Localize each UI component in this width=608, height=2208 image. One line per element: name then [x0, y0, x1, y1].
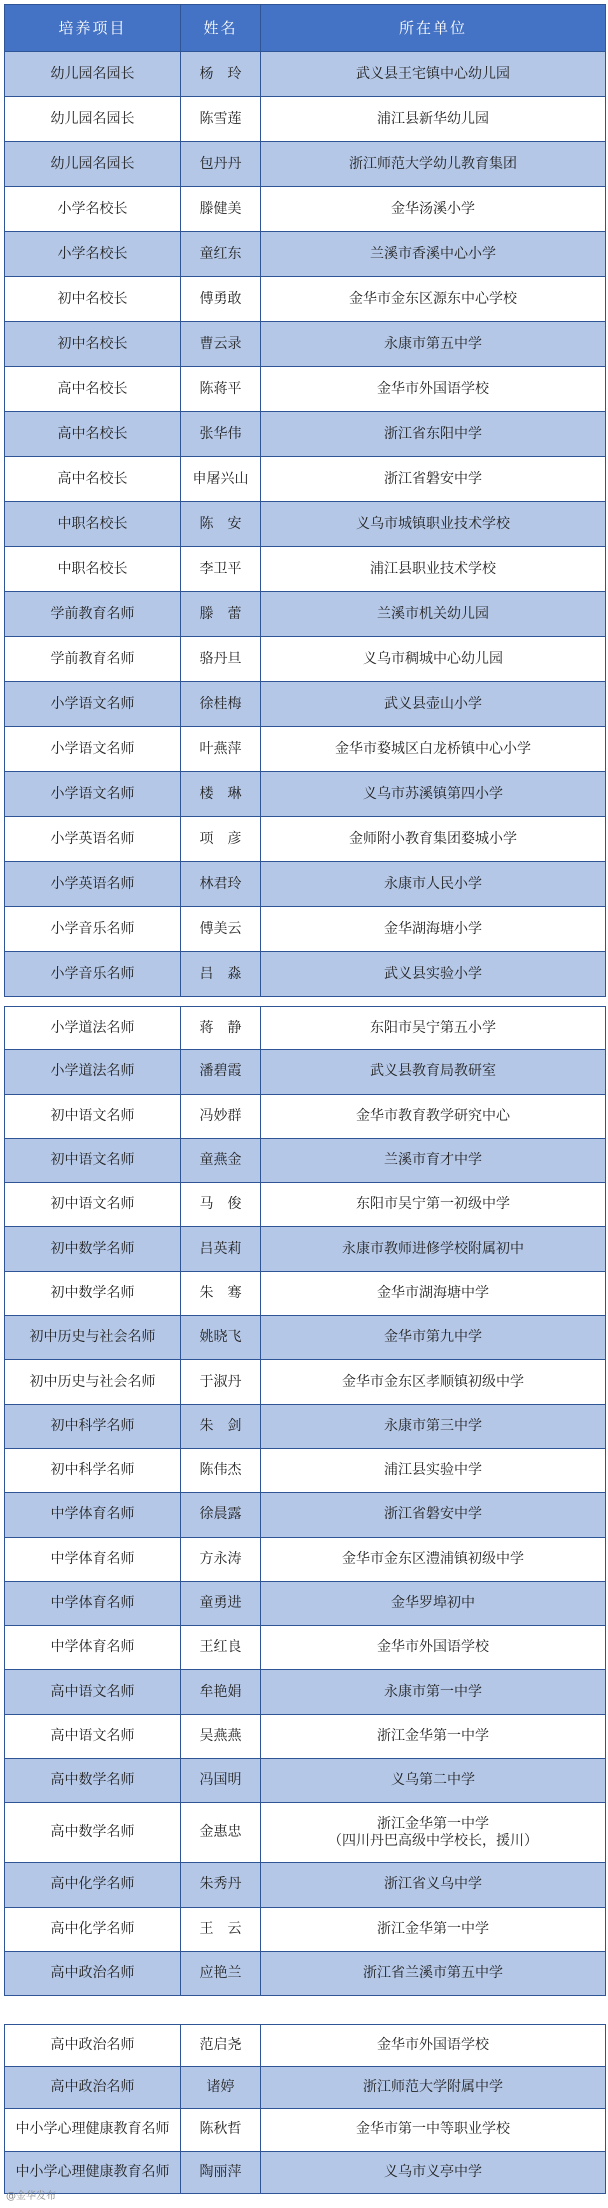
cell-project: 高中数学名师 [5, 1803, 181, 1862]
cell-name: 朱 骞 [181, 1272, 261, 1315]
cell-name: 曹云录 [181, 322, 261, 366]
cell-unit: 金华市教育教学研究中心 [356, 1107, 510, 1124]
cell-project: 小学音乐名师 [5, 907, 181, 951]
table-row [5, 367, 605, 412]
cell-project: 高中语文名师 [5, 1715, 181, 1758]
table-row [5, 1405, 605, 1449]
cell-name: 王 云 [181, 1908, 261, 1951]
cell-project: 高中名校长 [5, 457, 181, 501]
cell-name: 陈 安 [181, 502, 261, 546]
table-3 [4, 2024, 606, 2194]
cell-name: 朱 剑 [181, 1405, 261, 1448]
cell-project: 中学体育名师 [5, 1538, 181, 1581]
cell-project: 高中名校长 [5, 412, 181, 456]
cell-name: 叶燕萍 [181, 727, 261, 771]
cell-unit: 金师附小教育集团婺城小学 [349, 830, 517, 847]
table-row [5, 727, 605, 772]
cell-project: 初中科学名师 [5, 1449, 181, 1492]
cell-name: 杨 玲 [181, 52, 261, 96]
cell-project: 中职名校长 [5, 502, 181, 546]
cell-unit: 金华湖海塘小学 [384, 920, 482, 937]
cell-name: 潘碧霞 [181, 1050, 261, 1093]
cell-name: 应艳兰 [181, 1952, 261, 1995]
cell-unit: 浙江省磐安中学 [384, 470, 482, 487]
cell-project: 高中数学名师 [5, 1759, 181, 1802]
table-row [5, 2024, 605, 2067]
cell-name: 徐晨露 [181, 1493, 261, 1536]
cell-project: 高中政治名师 [5, 2067, 181, 2109]
cell-project: 初中数学名师 [5, 1272, 181, 1315]
cell-project: 高中名校长 [5, 367, 181, 411]
cell-unit: 浦江县新华幼儿园 [377, 110, 489, 127]
cell-name: 陈蒋平 [181, 367, 261, 411]
table-row [5, 52, 605, 97]
cell-unit: 东阳市吴宁第五小学 [370, 1019, 496, 1036]
table-1 [4, 4, 606, 997]
cell-unit: 义乌市稠城中心幼儿园 [363, 650, 503, 667]
cell-unit: 义乌市苏溪镇第四小学 [363, 785, 503, 802]
cell-unit: 金华市金东区源东中心学校 [349, 290, 517, 307]
table-row [5, 502, 605, 547]
cell-unit: 浙江金华第一中学 [377, 1727, 489, 1744]
watermark-text: @金华发布 [6, 2191, 56, 2202]
cell-name: 申屠兴山 [181, 457, 261, 501]
cell-name: 陈伟杰 [181, 1449, 261, 1492]
table-row [5, 1050, 605, 1094]
table-row [5, 1139, 605, 1183]
cell-name: 童勇进 [181, 1582, 261, 1625]
cell-name: 冯妙群 [181, 1095, 261, 1138]
cell-name: 方永涛 [181, 1538, 261, 1581]
table-row [5, 457, 605, 502]
table-row [5, 1360, 605, 1404]
cell-name: 王红良 [181, 1626, 261, 1669]
cell-name: 金惠忠 [181, 1803, 261, 1862]
table-row [5, 1908, 605, 1952]
cell-project: 初中名校长 [5, 322, 181, 366]
table-row [5, 1582, 605, 1626]
cell-project: 高中化学名师 [5, 1908, 181, 1951]
table-row [5, 907, 605, 952]
cell-unit: 金华市外国语学校 [377, 1639, 489, 1656]
cell-unit: 东阳市吴宁第一初级中学 [356, 1196, 510, 1213]
cell-project: 小学英语名师 [5, 817, 181, 861]
cell-name: 傅美云 [181, 907, 261, 951]
cell-unit: 兰溪市机关幼儿园 [377, 605, 489, 622]
cell-project: 中小学心理健康教育名师 [5, 2109, 181, 2151]
cell-name: 童红东 [181, 232, 261, 276]
header-project: 培养项目 [5, 5, 181, 51]
cell-name: 马 俊 [181, 1183, 261, 1226]
table-row [5, 1759, 605, 1803]
table-2 [4, 1006, 606, 1996]
cell-name: 张华伟 [181, 412, 261, 456]
cell-name: 项 彦 [181, 817, 261, 861]
cell-unit: 浦江县职业技术学校 [370, 560, 496, 577]
cell-project: 初中语文名师 [5, 1183, 181, 1226]
cell-project: 中学体育名师 [5, 1582, 181, 1625]
cell-project: 初中历史与社会名师 [5, 1360, 181, 1403]
cell-project: 小学道法名师 [5, 1050, 181, 1093]
cell-name: 冯国明 [181, 1759, 261, 1802]
cell-name: 范启尧 [181, 2025, 261, 2066]
cell-project: 初中语文名师 [5, 1095, 181, 1138]
cell-unit: 浙江省义乌中学 [384, 1876, 482, 1893]
cell-project: 幼儿园名园长 [5, 52, 181, 96]
table-row [5, 952, 605, 997]
cell-unit: 金华市外国语学校 [377, 380, 489, 397]
cell-name: 吴燕燕 [181, 1715, 261, 1758]
cell-name: 傅勇敢 [181, 277, 261, 321]
cell-unit: 金华市婺城区白龙桥镇中心小学 [335, 740, 531, 757]
cell-unit: 金华市金东区澧浦镇初级中学 [342, 1550, 524, 1567]
cell-project: 小学语文名师 [5, 727, 181, 771]
table-header [5, 4, 605, 52]
cell-unit: 浙江金华第一中学 [377, 1920, 489, 1937]
cell-unit: 武义县教育局教研室 [370, 1063, 496, 1080]
cell-name: 包丹丹 [181, 142, 261, 186]
table-row [5, 1316, 605, 1360]
table-row [5, 97, 605, 142]
cell-name: 诸婷 [181, 2067, 261, 2109]
cell-unit: 武义县王宅镇中心幼儿园 [356, 65, 510, 82]
table-row [5, 322, 605, 367]
cell-unit: 武义县壶山小学 [384, 695, 482, 712]
cell-name: 朱秀丹 [181, 1863, 261, 1906]
header-unit: 所在单位 [398, 18, 467, 37]
table-row [5, 1863, 605, 1907]
header-name: 姓名 [181, 5, 261, 51]
cell-name: 姚晓飞 [181, 1316, 261, 1359]
cell-project: 小学名校长 [5, 232, 181, 276]
cell-name: 陶丽萍 [181, 2152, 261, 2194]
cell-name: 林君玲 [181, 862, 261, 906]
table-row [5, 2109, 605, 2152]
table-row [5, 1670, 605, 1714]
cell-project: 小学语文名师 [5, 682, 181, 726]
table-row [5, 592, 605, 637]
cell-unit: 兰溪市育才中学 [384, 1152, 482, 1169]
table-row [5, 637, 605, 682]
table-row [5, 1227, 605, 1271]
table-row [5, 1952, 605, 1996]
cell-project: 中小学心理健康教育名师 [5, 2152, 181, 2194]
cell-unit: 金华市湖海塘中学 [377, 1284, 489, 1301]
cell-project: 高中政治名师 [5, 2025, 181, 2066]
table-row [5, 1183, 605, 1227]
cell-name: 李卫平 [181, 547, 261, 591]
cell-unit: 永康市第五中学 [384, 335, 482, 352]
cell-project: 初中历史与社会名师 [5, 1316, 181, 1359]
cell-unit: 金华市第一中等职业学校 [356, 2121, 510, 2138]
cell-project: 小学英语名师 [5, 862, 181, 906]
table-row [5, 1006, 605, 1050]
cell-unit: 义乌第二中学 [391, 1772, 475, 1789]
table-row [5, 142, 605, 187]
cell-name: 陈雪莲 [181, 97, 261, 141]
cell-unit: 金华市金东区孝顺镇初级中学 [342, 1373, 524, 1390]
cell-project: 小学语文名师 [5, 772, 181, 816]
table-row [5, 682, 605, 727]
cell-unit: 浙江省兰溪市第五中学 [363, 1965, 503, 1982]
table-row [5, 2067, 605, 2110]
cell-name: 陈秋哲 [181, 2109, 261, 2151]
table-row [5, 1095, 605, 1139]
cell-unit: 永康市第三中学 [384, 1417, 482, 1434]
cell-unit: 浙江省磐安中学 [384, 1506, 482, 1523]
table-row [5, 412, 605, 457]
table-row [5, 2152, 605, 2195]
table-row [5, 1272, 605, 1316]
cell-name: 吕 淼 [181, 952, 261, 996]
table-row [5, 1449, 605, 1493]
cell-name: 楼 琳 [181, 772, 261, 816]
cell-unit: 浙江省东阳中学 [384, 425, 482, 442]
cell-project: 初中科学名师 [5, 1405, 181, 1448]
cell-name: 蒋 静 [181, 1007, 261, 1049]
table-row [5, 1538, 605, 1582]
cell-name: 于淑丹 [181, 1360, 261, 1403]
cell-name: 童燕金 [181, 1139, 261, 1182]
cell-project: 幼儿园名园长 [5, 97, 181, 141]
table-row [5, 187, 605, 232]
cell-unit: 金华市第九中学 [384, 1329, 482, 1346]
cell-unit: 浙江师范大学附属中学 [363, 2078, 503, 2095]
cell-unit: 永康市教师进修学校附属初中 [342, 1240, 524, 1257]
cell-name: 牟艳娟 [181, 1670, 261, 1713]
table-row [5, 862, 605, 907]
cell-project: 初中语文名师 [5, 1139, 181, 1182]
cell-project: 高中语文名师 [5, 1670, 181, 1713]
cell-unit: 永康市第一中学 [384, 1683, 482, 1700]
cell-unit: 永康市人民小学 [384, 875, 482, 892]
cell-unit: 兰溪市香溪中心小学 [370, 245, 496, 262]
table-row [5, 1715, 605, 1759]
cell-unit: 金华罗埠初中 [391, 1595, 475, 1611]
table-row [5, 1803, 605, 1863]
cell-unit: 浙江师范大学幼儿教育集团 [349, 155, 517, 172]
cell-project: 中职名校长 [5, 547, 181, 591]
cell-project: 小学音乐名师 [5, 952, 181, 996]
cell-unit: 义乌市城镇职业技术学校 [356, 515, 510, 532]
cell-project: 幼儿园名园长 [5, 142, 181, 186]
cell-project: 高中政治名师 [5, 1952, 181, 1995]
cell-project: 小学名校长 [5, 187, 181, 231]
cell-project: 学前教育名师 [5, 592, 181, 636]
table-row [5, 1626, 605, 1670]
table-row [5, 277, 605, 322]
cell-project: 高中化学名师 [5, 1863, 181, 1906]
table-row [5, 817, 605, 862]
cell-project: 初中数学名师 [5, 1227, 181, 1270]
cell-name: 骆丹旦 [181, 637, 261, 681]
cell-name: 滕 蕾 [181, 592, 261, 636]
cell-project: 学前教育名师 [5, 637, 181, 681]
table-row [5, 772, 605, 817]
table-row [5, 547, 605, 592]
cell-name: 滕健美 [181, 187, 261, 231]
cell-unit: 金华市外国语学校 [377, 2036, 489, 2053]
cell-unit: 浦江县实验中学 [384, 1462, 482, 1479]
cell-name: 吕英莉 [181, 1227, 261, 1270]
cell-project: 中学体育名师 [5, 1493, 181, 1536]
cell-unit: 义乌市义亭中学 [384, 2163, 482, 2180]
cell-unit: 武义县实验小学 [384, 965, 482, 982]
cell-name: 徐桂梅 [181, 682, 261, 726]
table-row [5, 1493, 605, 1537]
cell-project: 中学体育名师 [5, 1626, 181, 1669]
cell-unit: 浙江金华第一中学 （四川丹巴高级中学校长，援川） [328, 1815, 538, 1849]
cell-project: 小学道法名师 [5, 1007, 181, 1049]
cell-unit: 金华汤溪小学 [391, 200, 475, 217]
table-row [5, 232, 605, 277]
cell-project: 初中名校长 [5, 277, 181, 321]
